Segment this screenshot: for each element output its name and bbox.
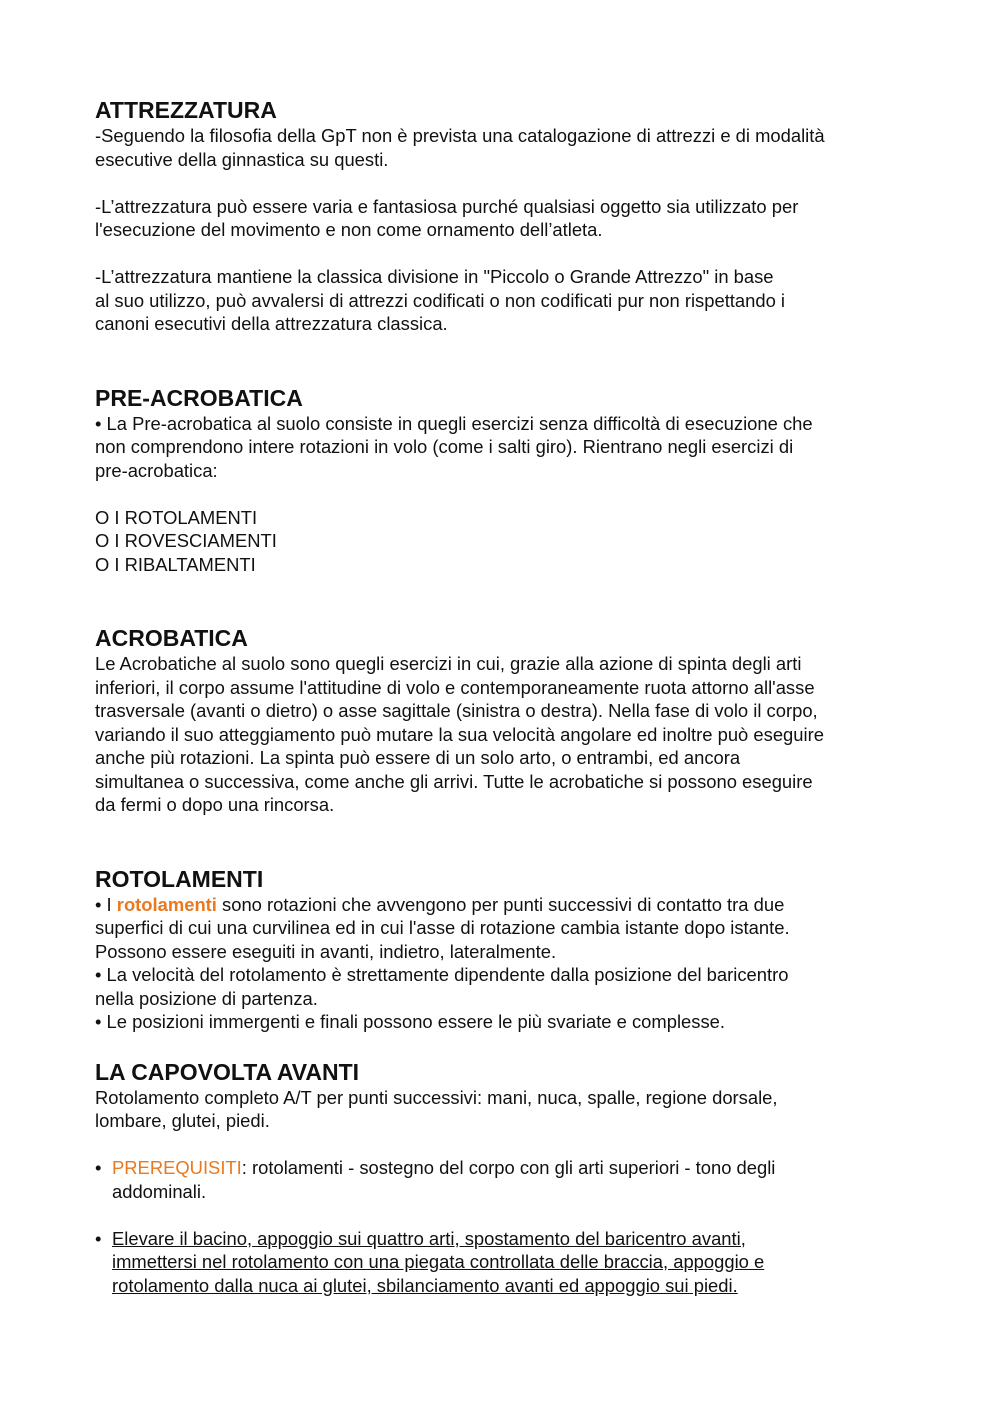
paragraph: -Seguendo la filosofia della GpT non è prevista una catalogazione di attrezzi e di modalità esecutive della ginnastica su questi.: [95, 125, 825, 170]
list-item: O I ROVESCIAMENTI: [95, 530, 277, 551]
document-content: [95, 96, 925, 1297]
bullet-icon: •: [95, 1227, 102, 1249]
list: [95, 506, 925, 577]
paragraph: Rotolamento completo A/T per punti successivi: mani, nuca, spalle, regione dorsale, lombare, glutei, piedi.: [95, 1086, 778, 1131]
section-acrobatica: [95, 624, 925, 817]
paragraph: Le Acrobatiche al suolo sono quegli esercizi in cui, grazie alla azione di spinta degli arti inferiori, il corpo assume l'attitudine di volo e contemporaneamente ruota attorno all'asse trasversale (avanti o dietro) o asse sagittale (sinistra o destra). Nella fase di volo il corpo, variando il suo atteggiamento può mutare la sua velocità angolare ed inoltre può eseguire anche più rotazioni. La spinta può essere di un solo arto, o entrambi, ed ancora simultanea o successiva, come anche gli arrivi. Tutte le acrobatiche si possono eseguire da fermi o dopo una rincorsa.: [95, 653, 824, 815]
paragraph: • I rotolamenti sono rotazioni che avvengono per punti successivi di contatto tra due superfici di cui una curvilinea ed in cui l'asse di rotazione cambia istante dopo istante. Possono essere eseguiti in avanti, indietro, lateralmente. • La velocità del rotolamento è strettamente dipendente dalla posizione del baricentro nella posizione di partenza. • Le posizioni immergenti e finali possono essere le più svariate e complesse.: [95, 893, 790, 1032]
highlight-term: rotolamenti: [116, 893, 217, 915]
section-preacrobatica: [95, 384, 925, 577]
section-attrezzatura: [95, 96, 925, 336]
section-rotolamenti: [95, 865, 925, 1034]
paragraph: -L’attrezzatura può essere varia e fantasiosa purché qualsiasi oggetto sia utilizzato per l'esecuzione del movimento e non come ornamento dell’atleta.: [95, 195, 799, 240]
paragraph: • La Pre-acrobatica al suolo consiste in quegli esercizi senza difficoltà di esecuzione che non comprendono intere rotazioni in volo (come i salti giro). Rientrano negli esercizi di pre-acrobatica:: [95, 412, 813, 481]
section-title: LA CAPOVOLTA AVANTI: [95, 1058, 360, 1085]
section-title: ACROBATICA: [95, 625, 248, 651]
paragraph: -L’attrezzatura mantiene la classica divisione in "Piccolo o Grande Attrezzo" in base al suo utilizzo, può avvalersi di attrezzi codificati o non codificati pur non rispettando i canoni esecutivi della attrezzatura classica.: [95, 266, 786, 334]
list-item: O I ROTOLAMENTI: [95, 506, 258, 528]
section-title: ROTOLAMENTI: [95, 865, 264, 892]
section-title: PRE-ACROBATICA: [95, 384, 303, 411]
steps-bullet: • Elevare il bacino, appoggio sui quattro arti, spostamento del baricentro avanti, immettersi nel rotolamento con una piegata controllata delle braccia, appoggio e rotolamento dalla nuca ai glutei, sbilanciamento avanti ed appoggio sui piedi.: [95, 1227, 765, 1296]
list-item: O I RIBALTAMENTI: [95, 553, 256, 575]
section-capovolta: [95, 1058, 925, 1298]
bullet-icon: •: [95, 1157, 102, 1178]
section-title: ATTREZZATURA: [95, 97, 277, 123]
prereq-bullet: • PREREQUISITI: rotolamenti - sostegno del corpo con gli arti superiori - tono degli addominali.: [95, 1157, 776, 1202]
prereq-label: PREREQUISITI: [112, 1157, 242, 1178]
